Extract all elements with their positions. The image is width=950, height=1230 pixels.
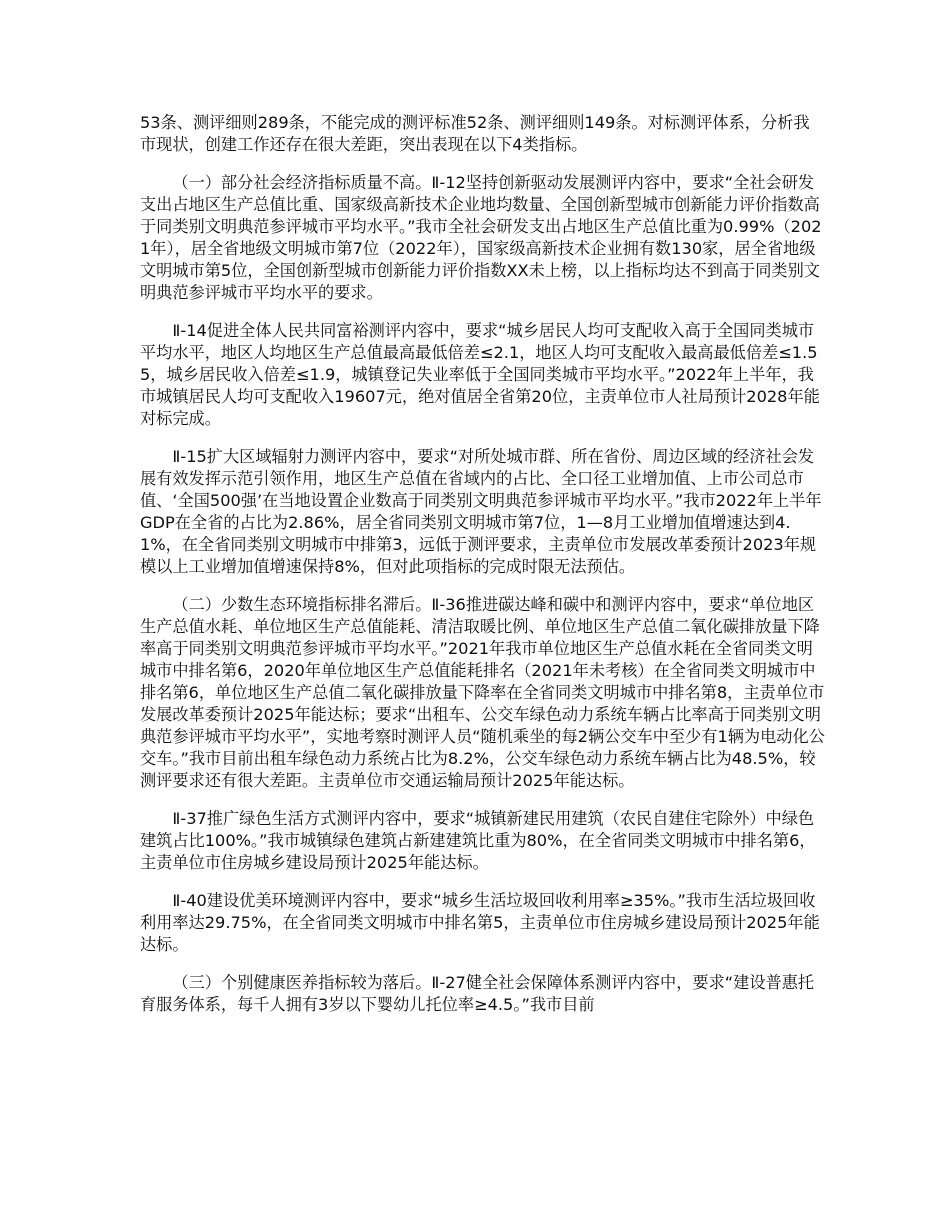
paragraph-green-living: Ⅱ-37推广绿色生活方式测评内容中，要求“城镇新建民用建筑（农民自建住宅除外）中绿色建筑占比100%。”我市城镇绿色建筑占新建建筑比重为80%，在全省同类文明城市中排名第6，主责单位市住房城乡建设局预计2025年能达标。	[140, 809, 816, 872]
paragraph-economic-indicators: （一）部分社会经济指标质量不高。Ⅱ-12坚持创新驱动发展测评内容中，要求“全社会研发支出占地区生产总值比重、国家级高新技术企业地均数量、全国创新型城市创新能力评价指数高于同类别文明典范参评城市平均水平。”我市全社会研发支出占地区生产总值比重为0.99%（2021年），居全省地级文明城市第7位（2022年），国家级高新技术企业拥有数130家，居全省地级文明城市第5位，全国创新型城市创新能力评价指数XX未上榜，以上指标均达不到高于同类别文明典范参评城市平均水平的要求。	[140, 173, 822, 302]
paragraph-common-prosperity: Ⅱ-14促进全体人民共同富裕测评内容中，要求“城乡居民人均可支配收入高于全国同类城市平均水平，地区人均地区生产总值最高最低倍差≤2.1，地区人均可支配收入最高最低倍差≤1.55，城乡居民收入倍差≤1.9，城镇登记失业率低于全国同类城市平均水平。”2022年上半年，我市城镇居民人均可支配收入19607元，绝对值居全省第20位，主责单位市人社局预计2028年能对标完成。	[140, 321, 820, 428]
paragraph-regional-radiation: Ⅱ-15扩大区域辐射力测评内容中，要求“对所处城市群、所在省份、周边区域的经济社会发展有效发挥示范引领作用，地区生产总值在省域内的占比、全口径工业增加值、上市公司总市值、‘全国500强’在当地设置企业数高于同类别文明典范参评城市平均水平。”我市2022年上半年GDP在全省的占比为2.86%，居全省同类别文明城市第7位，1—8月工业增加值增速达到4.1%，在全省同类别文明城市中排第3，远低于测评要求，主责单位市发展改革委预计2023年规模以上工业增加值增速保持8%，但对此项指标的完成时限无法预估。	[140, 447, 822, 576]
document-body	[140, 112, 825, 1032]
paragraph-intro: 53条、测评细则289条，不能完成的测评标准52条、测评细则149条。对标测评体系，分析我市现状，创建工作还存在很大差距，突出表现在以下4类指标。	[140, 113, 810, 154]
paragraph-beautiful-environment: Ⅱ-40建设优美环境测评内容中，要求“城乡生活垃圾回收利用率≥35%。”我市生活垃圾回收利用率达29.75%，在全省同类文明城市中排名第5，主责单位市住房城乡建设局预计2025年能达标。	[140, 891, 820, 954]
paragraph-health-care: （三）个别健康医养指标较为落后。Ⅱ-27健全社会保障体系测评内容中，要求“建设普惠托育服务体系，每千人拥有3岁以下婴幼儿托位率≥4.5。”我市目前	[140, 973, 815, 1014]
paragraph-ecological-indicators: （二）少数生态环境指标排名滞后。Ⅱ-36推进碳达峰和碳中和测评内容中，要求“单位地区生产总值水耗、单位地区生产总值能耗、清洁取暖比例、单位地区生产总值二氧化碳排放量下降率高于同类别文明典范参评城市平均水平。”2021年我市单位地区生产总值水耗在全省同类文明城市中排名第6，2020年单位地区生产总值能耗排名（2021年未考核）在全省同类文明城市中排名第6，单位地区生产总值二氧化碳排放量下降率在全省同类文明城市中排名第8，主责单位市发展改革委预计2025年能达标；要求“出租车、公交车绿色动力系统车辆占比率高于同类别文明典范参评城市平均水平”，实地考察时测评人员“随机乘坐的每2辆公交车中至少有1辆为电动化公交车。”我市目前出租车绿色动力系统占比为8.2%，公交车绿色动力系统车辆占比为48.5%，较测评要求还有很大差距。主责单位市交通运输局预计2025年能达标。	[140, 595, 825, 790]
